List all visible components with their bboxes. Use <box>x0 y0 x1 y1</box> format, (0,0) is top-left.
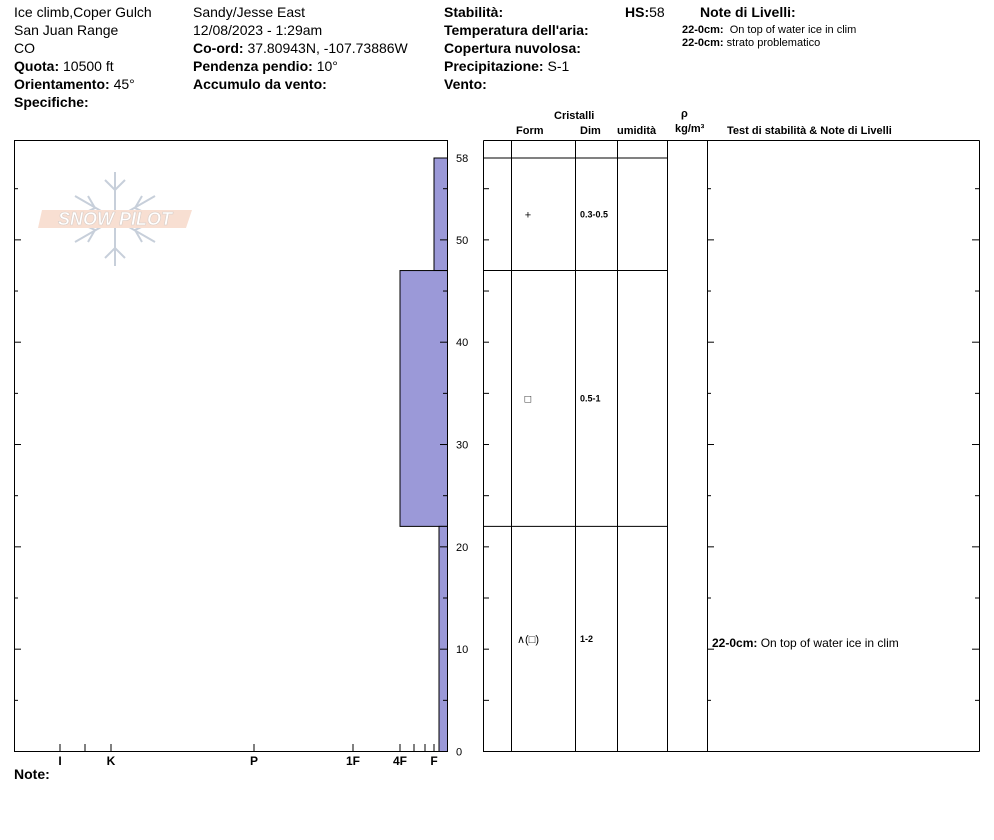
depth-tick-label: 50 <box>456 234 469 247</box>
layer-note-2-depth: 22-0cm: <box>682 37 724 49</box>
layer-2-form: □ <box>524 393 532 406</box>
col-umidita: umidità <box>617 125 657 137</box>
hardness-bars <box>400 158 448 752</box>
layer-note-depth: 22-0cm: <box>712 635 761 650</box>
elevation-label: Quota: <box>14 58 60 74</box>
layer-1-form: + <box>524 209 532 222</box>
slope-label: Pendenza pendio: <box>193 58 313 74</box>
location-name: Ice climb,Coper Gulch <box>14 4 152 20</box>
col-dim: Dim <box>580 125 601 137</box>
elevation-value: 10500 ft <box>63 58 114 74</box>
air-temp-label: Temperatura dell'aria: <box>444 22 589 38</box>
hardness-tick-label: 4F <box>392 754 408 768</box>
hardness-tick-label: 1F <box>345 754 361 768</box>
depth-tick-label: 0 <box>456 746 463 759</box>
col-form: Form <box>516 125 544 137</box>
layer-notes-label: Note di Livelli: <box>700 4 796 20</box>
precip-label: Precipitazione: <box>444 58 544 74</box>
hardness-plot-frame <box>15 141 448 752</box>
depth-tick-label: 10 <box>456 644 469 657</box>
depth-tick-label: 40 <box>456 337 469 350</box>
hardness-tick-label: P <box>249 754 259 768</box>
layer-note-text: On top of water ice in clim <box>760 635 899 650</box>
precip-value: S-1 <box>547 58 570 74</box>
col-density-unit: kg/m³ <box>675 123 705 135</box>
layer-1-dim: 0.3-0.5 <box>580 209 609 220</box>
col-rho: ρ <box>681 108 688 120</box>
hs-value: 58 <box>649 4 665 20</box>
logo-text: SNOW PILOT <box>58 209 172 229</box>
wind-loading-label: Accumulo da vento: <box>193 76 327 92</box>
hardness-bar-2 <box>400 271 448 527</box>
hardness-bar-3 <box>439 526 448 751</box>
coord-value: 37.80943N, -107.73886W <box>247 40 408 56</box>
sky-cover-label: Copertura nuvolosa: <box>444 40 581 56</box>
layer-3-note <box>712 636 899 650</box>
depth-tick-label: 30 <box>456 439 469 452</box>
notes-axis-ticks <box>483 189 979 752</box>
layer-note-2-text: strato problematico <box>726 37 821 49</box>
depth-tick-label: 20 <box>456 541 469 554</box>
hardness-tick-label: F <box>430 754 438 768</box>
state-name: CO <box>14 40 35 56</box>
hardness-tick-label: K <box>106 754 116 768</box>
col-test-notes: Test di stabilità & Note di Livelli <box>727 125 892 137</box>
hardness-tick-label: I <box>58 754 62 768</box>
specifics-label: Specifiche: <box>14 94 89 110</box>
range-name: San Juan Range <box>14 22 119 38</box>
slope-value: 10° <box>316 58 338 74</box>
layer-note-1-depth: 22-0cm: <box>682 24 724 36</box>
hardness-bar-1 <box>434 158 448 271</box>
hs-label: HS: <box>625 4 650 20</box>
coord-label: Co-ord: <box>193 40 244 56</box>
datetime: 12/08/2023 - 1:29am <box>193 22 323 38</box>
observers: Sandy/Jesse East <box>193 4 306 20</box>
hardness-axis <box>58 744 437 768</box>
aspect-value: 45° <box>113 76 135 92</box>
aspect-label: Orientamento: <box>14 76 110 92</box>
wind-label: Vento: <box>444 76 487 92</box>
snow-pilot-logo <box>38 172 192 266</box>
depth-tick-label: 58 <box>456 153 469 165</box>
layer-note-1-text: On top of water ice in clim <box>729 24 857 36</box>
layer-3-form: ∧(□) <box>516 633 540 646</box>
col-cristalli: Cristalli <box>554 110 595 122</box>
stability-label: Stabilità: <box>444 4 504 20</box>
note-label: Note: <box>14 766 50 782</box>
layer-3-dim: 1-2 <box>580 633 594 644</box>
layer-2-dim: 0.5-1 <box>580 393 601 404</box>
